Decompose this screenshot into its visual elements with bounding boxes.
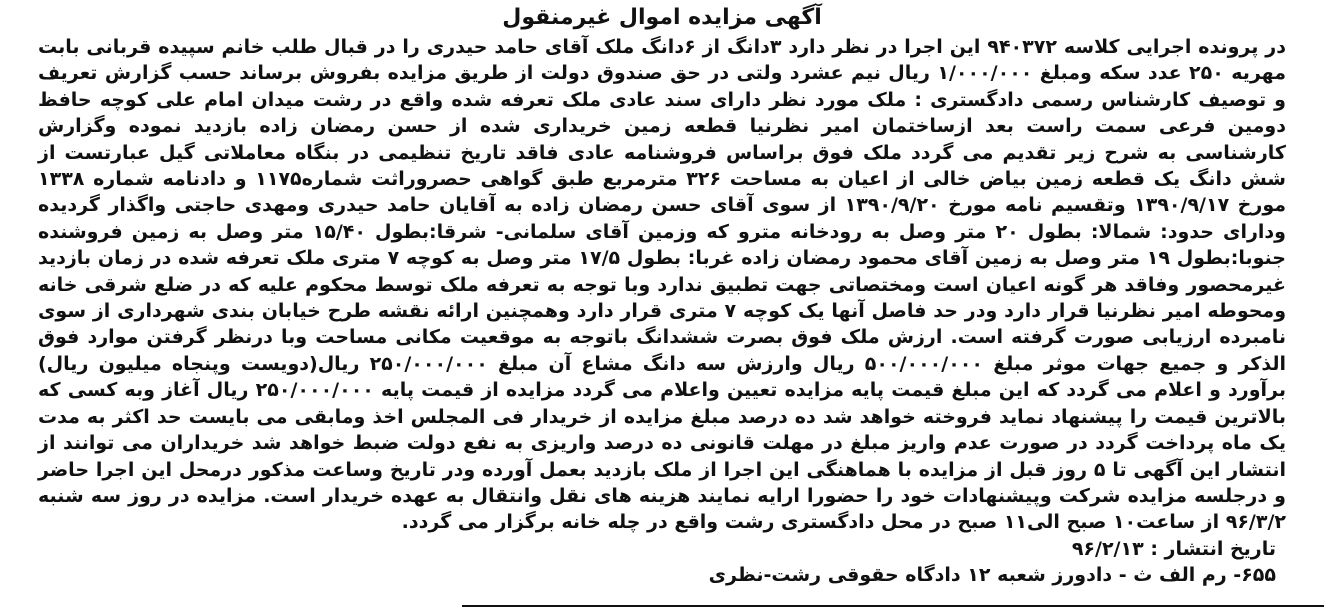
publication-date: تاریخ انتشار : ۹۶/۲/۱۳ [1071, 537, 1276, 560]
notice-signature: ۶۵۵- رم الف ث - دادورز شعبه ۱۲ دادگاه حقوقی رشت-نظری [708, 563, 1276, 586]
notice-body: در پرونده اجرایی کلاسه ۹۴۰۳۷۲ این اجرا در نظر دارد ۳دانگ از ۶دانگ ملک آقای حامد حیدری را در قبال طلب خانم سپیده قربانی بابت مهریه ۲۵۰ عدد سکه ومبلغ ۱/۰۰۰/۰۰۰ ریال نیم عشرد ولتی در حق صندوق دولت از طریق مزایده بفروش برساند حسب گزارش تعریف و توصیف کارشناس رسمی دادگستری : ملک مورد نظر دارای سند عادی ملک تعرفه شده واقع در رشت میدان امام علی کوچه حافظ دومین فرعی سمت راست بعد ازساختمان امیر نظرنیا قطعه زمین خریداری شده از حسن رمضان زاده بازدید نموده وگزارش کارشناسی به شرح زیر تقدیم می گردد ملک فوق براساس فروشنامه عادی فاقد تاریخ تنظیمی در بنگاه معاملاتی گیل عبارتست از شش دانگ یک قطعه زمین بیاض خالی از اعیان به مساحت ۳۲۶ مترمربع طبق گواهی حصروراثت شماره۱۱۷۵ و دادنامه شماره ۱۳۳۸ مورخ ۱۳۹۰/۹/۱۷ وتقسیم نامه مورخ ۱۳۹۰/۹/۲۰ از سوی آقای حسن رمضان زاده به آقایان حامد حیدری ومهدی حاجتی واگذار گردیده ودارای حدود: شمالا: بطول ۲۰ متر وصل به رودخانه مترو که وزمین آقای سلمانی- شرقا:بطول ۱۵/۴۰ متر وصل به زمین فروشنده جنوبا:بطول ۱۹ متر وصل به زمین آقای محمود رمضان زاده غربا: بطول ۱۷/۵ متر وصل به کوچه ۷ متری ملک تعرفه شده در زمان بازدید غیرمحصور وفاقد هر گونه اعیان است ومختصاتی جهت تطبیق ندارد وبا توجه به تعرفه ملک توسط محکوم علیه که در ضلع شرقی خانه ومحوطه امیر نظرنیا قرار دارد ودر حد فاصل آنها یک کوچه ۷ متری قرار دارد وهمچنین ارائه نقشه طرح خیابان بندی شهرداری از سوی نامبرده ارزیابی صورت گرفته است. ارزش ملک فوق بصرت ششدانگ باتوجه به موقعیت مکانی مساحت وبا درنظر گرفتن موارد فوق الذکر و جمیع جهات موثر مبلغ ۵۰۰/۰۰۰/۰۰۰ ریال وارزش سه دانگ مشاع آن مبلغ ۲۵۰/۰۰۰/۰۰۰ ریال(دویست وپنجاه میلیون ریال) برآورد و اعلام می گردد که این مبلغ قیمت پایه مزایده تعیین واعلام می گردد مزایده از قیمت پایه ۲۵۰/۰۰۰/۰۰۰ ریال آغاز وبه کسی که بالاترین قیمت را پیشنهاد نماید فروخته خواهد شد ده درصد مبلغ مزایده از خریدار فی المجلس اخذ ومابقی می بایست حد اکثر به مدت یک ماه پرداخت گردد در صورت عدم واریز مبلغ در مهلت قانونی ده درصد واریزی به نفع دولت ضبط خواهد شد خریداران می توانند از انتشار این آگهی تا ۵ روز قبل از مزایده با هماهنگی این اجرا از ملک بازدید بعمل آورده ودر تاریخ وساعت مذکور درمحل این اجرا حاضر و درجلسه مزایده شرکت وپیشنهادات خود را حضورا ارایه نمایند هزینه های نقل وانتقال به عهده خریدار است. مزایده در روز سه شنبه ۹۶/۳/۲ از ساعت۱۰ صبح الی۱۱ صبح در محل دادگستری رشت واقع در چله خانه برگزار می گردد. [38, 36, 1287, 534]
bottom-divider [462, 605, 1324, 607]
notice-title: آگهی مزایده اموال غیرمنقول [502, 5, 822, 30]
